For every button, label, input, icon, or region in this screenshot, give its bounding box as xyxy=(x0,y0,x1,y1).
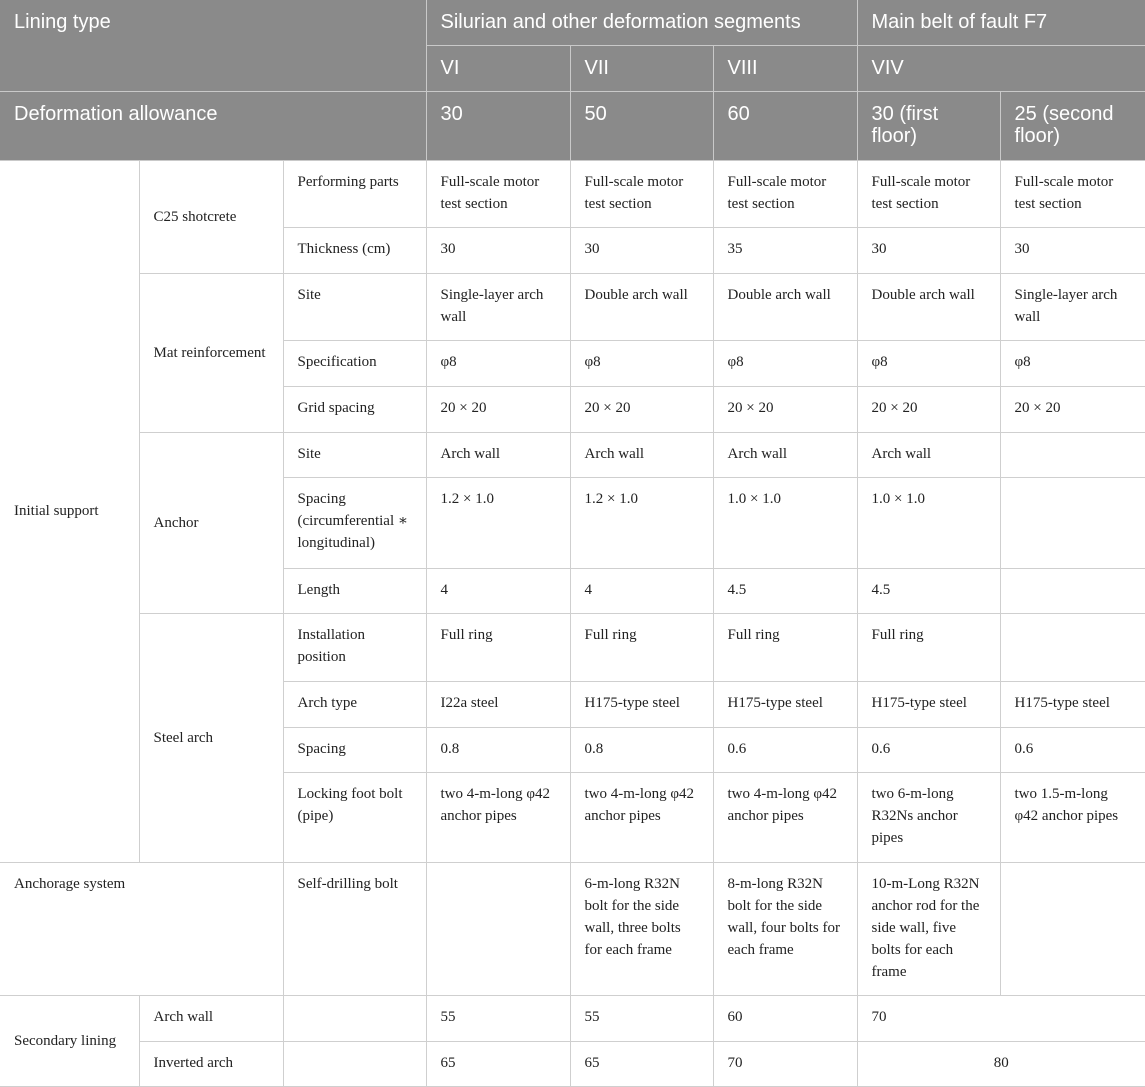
level-header-vii: VII xyxy=(570,45,713,91)
table-cell: two 1.5-m-long φ42 anchor pipes xyxy=(1000,772,1145,862)
table-cell xyxy=(1000,432,1145,477)
steel-arch-label: Steel arch xyxy=(139,613,283,862)
table-cell: Arch wall xyxy=(426,432,570,477)
table-cell: 60 xyxy=(713,995,857,1041)
table-cell: 55 xyxy=(570,995,713,1041)
table-cell: Full-scale motor test section xyxy=(857,160,1000,227)
table-cell: Arch wall xyxy=(570,432,713,477)
table-cell: 0.6 xyxy=(1000,727,1145,772)
anchorage-system-label: Anchorage system xyxy=(0,862,283,995)
mat-reinforcement-label: Mat reinforcement xyxy=(139,273,283,432)
table-cell: Double arch wall xyxy=(857,273,1000,340)
allowance-value: 60 xyxy=(713,91,857,160)
level-header-viii: VIII xyxy=(713,45,857,91)
allowance-value: 50 xyxy=(570,91,713,160)
table-cell: 30 xyxy=(857,227,1000,273)
table-cell: Full-scale motor test section xyxy=(570,160,713,227)
table-cell: 20 × 20 xyxy=(426,386,570,432)
row-label: Site xyxy=(283,273,426,340)
table-cell: 55 xyxy=(426,995,570,1041)
table-cell: 1.0 × 1.0 xyxy=(713,477,857,568)
table-cell: Full ring xyxy=(570,613,713,681)
table-cell: 20 × 20 xyxy=(1000,386,1145,432)
table-cell xyxy=(283,995,426,1041)
table-cell: 0.6 xyxy=(713,727,857,772)
table-cell: 65 xyxy=(426,1041,570,1086)
table-cell: φ8 xyxy=(426,340,570,386)
row-label: Performing parts xyxy=(283,160,426,227)
table-cell: Single-layer arch wall xyxy=(1000,273,1145,340)
table-cell: Arch wall xyxy=(713,432,857,477)
table-cell: Full ring xyxy=(426,613,570,681)
table-cell: 1.0 × 1.0 xyxy=(857,477,1000,568)
table-cell xyxy=(1000,568,1145,613)
row-label: Self-drilling bolt xyxy=(283,862,426,995)
table-cell xyxy=(1000,862,1145,995)
table-cell xyxy=(1000,477,1145,568)
group-header-silurian: Silurian and other deformation segments xyxy=(426,0,857,45)
secondary-lining-label: Secondary lining xyxy=(0,995,139,1086)
table-cell: 6-m-long R32N bolt for the side wall, three bolts for each frame xyxy=(570,862,713,995)
table-cell: 80 xyxy=(857,1041,1145,1086)
c25-shotcrete-label: C25 shotcrete xyxy=(139,160,283,273)
row-label: Site xyxy=(283,432,426,477)
table-cell: two 4-m-long φ42 anchor pipes xyxy=(713,772,857,862)
table-cell: Double arch wall xyxy=(713,273,857,340)
table-cell: Full ring xyxy=(857,613,1000,681)
group-header-fault: Main belt of fault F7 xyxy=(857,0,1145,45)
anchor-label: Anchor xyxy=(139,432,283,613)
lining-type-header: Lining type xyxy=(0,0,426,91)
table-cell: φ8 xyxy=(857,340,1000,386)
table-cell xyxy=(426,862,570,995)
table-cell: Full-scale motor test section xyxy=(713,160,857,227)
table-cell: 30 xyxy=(570,227,713,273)
row-label: Installation position xyxy=(283,613,426,681)
table-cell: 35 xyxy=(713,227,857,273)
table-cell: 20 × 20 xyxy=(857,386,1000,432)
deformation-allowance-label: Deformation allowance xyxy=(0,91,426,160)
row-label: Length xyxy=(283,568,426,613)
table-cell: Full-scale motor test section xyxy=(426,160,570,227)
table-cell: 0.6 xyxy=(857,727,1000,772)
table-cell: 4.5 xyxy=(713,568,857,613)
row-label: Grid spacing xyxy=(283,386,426,432)
row-label: Spacing xyxy=(283,727,426,772)
level-header-vi: VI xyxy=(426,45,570,91)
table-cell: 70 xyxy=(857,995,1145,1041)
row-label: Locking foot bolt (pipe) xyxy=(283,772,426,862)
table-cell: 0.8 xyxy=(570,727,713,772)
table-cell: Full-scale motor test section xyxy=(1000,160,1145,227)
table-cell: H175-type steel xyxy=(570,681,713,727)
table-cell: two 6-m-long R32Ns anchor pipes xyxy=(857,772,1000,862)
initial-support-label: Initial support xyxy=(0,160,139,862)
table-cell: I22a steel xyxy=(426,681,570,727)
table-cell: 10-m-Long R32N anchor rod for the side wall, five bolts for each frame xyxy=(857,862,1000,995)
table-cell: H175-type steel xyxy=(857,681,1000,727)
table-cell: 20 × 20 xyxy=(570,386,713,432)
row-label: Inverted arch xyxy=(139,1041,283,1086)
table-cell: φ8 xyxy=(1000,340,1145,386)
table-cell: H175-type steel xyxy=(713,681,857,727)
table-cell: 4 xyxy=(426,568,570,613)
row-label: Thickness (cm) xyxy=(283,227,426,273)
allowance-value: 30 xyxy=(426,91,570,160)
table-cell: Full ring xyxy=(713,613,857,681)
table-cell: Arch wall xyxy=(857,432,1000,477)
table-cell xyxy=(283,1041,426,1086)
row-label: Spacing (circumferential ∗ longitudinal) xyxy=(283,477,426,568)
table-cell: 70 xyxy=(713,1041,857,1086)
table-cell: 20 × 20 xyxy=(713,386,857,432)
table-cell: two 4-m-long φ42 anchor pipes xyxy=(426,772,570,862)
allowance-value: 25 (second floor) xyxy=(1000,91,1145,160)
row-label: Specification xyxy=(283,340,426,386)
table-cell: 4.5 xyxy=(857,568,1000,613)
table-cell: 30 xyxy=(426,227,570,273)
table-cell: 30 xyxy=(1000,227,1145,273)
level-header-viv: VIV xyxy=(857,45,1145,91)
table-cell: Single-layer arch wall xyxy=(426,273,570,340)
table-cell: φ8 xyxy=(570,340,713,386)
table-cell: two 4-m-long φ42 anchor pipes xyxy=(570,772,713,862)
row-label: Arch type xyxy=(283,681,426,727)
table-cell: φ8 xyxy=(713,340,857,386)
table-cell: 8-m-long R32N bolt for the side wall, four bolts for each frame xyxy=(713,862,857,995)
table-cell: Double arch wall xyxy=(570,273,713,340)
table-cell: 0.8 xyxy=(426,727,570,772)
table-cell xyxy=(1000,613,1145,681)
table-cell: 1.2 × 1.0 xyxy=(570,477,713,568)
table-cell: 65 xyxy=(570,1041,713,1086)
allowance-value: 30 (first floor) xyxy=(857,91,1000,160)
row-label: Arch wall xyxy=(139,995,283,1041)
table-cell: 1.2 × 1.0 xyxy=(426,477,570,568)
table-cell: H175-type steel xyxy=(1000,681,1145,727)
table-cell: 4 xyxy=(570,568,713,613)
